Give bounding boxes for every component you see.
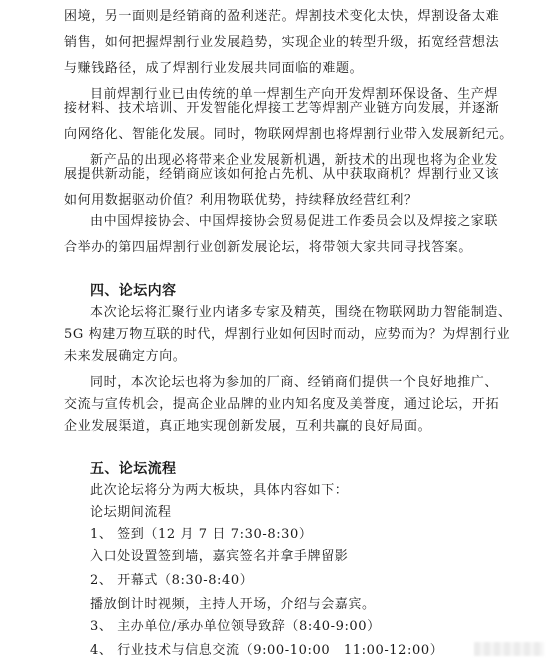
text-line: 合举办的第四届焊割行业创新发展论坛，将带领大家共同寻找答案。 [64, 240, 473, 255]
text-line: 展提供新动能，经销商应该如何抢占先机、从中获取商机？焊割行业又该 [64, 167, 500, 182]
text-line: 与赚钱路径，成了焊割行业发展共同面临的难题。 [64, 61, 364, 76]
list-item: 4、 行业技术与信息交流（9:00-10:00 11:00-12:00） [90, 643, 444, 658]
text-line: 交流与宣传机会，提高企业品牌的业内知名度及美誉度，通过论坛，开拓 [64, 397, 500, 412]
section-heading: 四、论坛内容 [90, 283, 177, 299]
text-line: 同时，本次论坛也将为参加的厂商、经销商们提供一个良好地推广、 [90, 375, 499, 390]
text-line: 新产品的出现必将带来企业发展新机遇，新技术的出现也将为企业发 [90, 153, 499, 168]
text-line: 困境，另一面则是经销商的盈利迷茫。焊割技术变化太快，焊割设备太难 [64, 9, 500, 24]
list-item: 入口处设置签到墙，嘉宾签名并拿手牌留影 [90, 549, 349, 564]
text-line: 此次论坛将分为两大板块，具体内容如下： [90, 483, 349, 498]
text-line: 本次论坛将汇聚行业内诸多专家及精英，围绕在物联网助力智能制造、 [90, 305, 512, 320]
text-line: 销售，如何把握焊割行业发展趋势，实现企业的转型升级，拓宽经营想法 [64, 35, 500, 50]
text-line: 接材料、技术培训、开发智能化焊接工艺等焊割产业链方向发展，并逐渐 [64, 101, 500, 116]
text-line: 未来发展确定方向。 [64, 349, 187, 364]
text-line: 5G 构建万物互联的时代，焊割行业如何因时而动，应势而为？为焊割行业 [64, 327, 511, 342]
list-item: 3、 主办单位/承办单位领导致辞（8:40-9:00） [90, 619, 381, 634]
section-heading: 五、论坛流程 [90, 461, 177, 477]
list-item: 2、 开幕式（8:30-8:40） [90, 573, 254, 588]
list-item: 1、 签到（12 月 7 日 7:30-8:30） [90, 527, 313, 542]
text-line: 如何用数据驱动价值？利用物联优势，持续释放经营红利？ [64, 193, 418, 208]
list-item: 播放倒计时视频，主持人开场，介绍与会嘉宾。 [90, 597, 376, 612]
list-subheading: 论坛期间流程 [90, 505, 172, 520]
text-line: 目前焊割行业已由传统的单一焊割生产向开发焊割环保设备、生产焊 [90, 87, 499, 102]
text-line: 由中国焊接协会、中国焊接协会贸易促进工作委员会以及焊接之家联 [90, 214, 499, 229]
text-line: 企业发展渠道，真正地实现创新发展，互利共赢的良好局面。 [64, 419, 432, 434]
blurred-watermark [474, 642, 544, 656]
text-line: 向网络化、智能化发展。同时，物联网焊割也将焊割行业带入发展新纪元。 [64, 127, 513, 142]
